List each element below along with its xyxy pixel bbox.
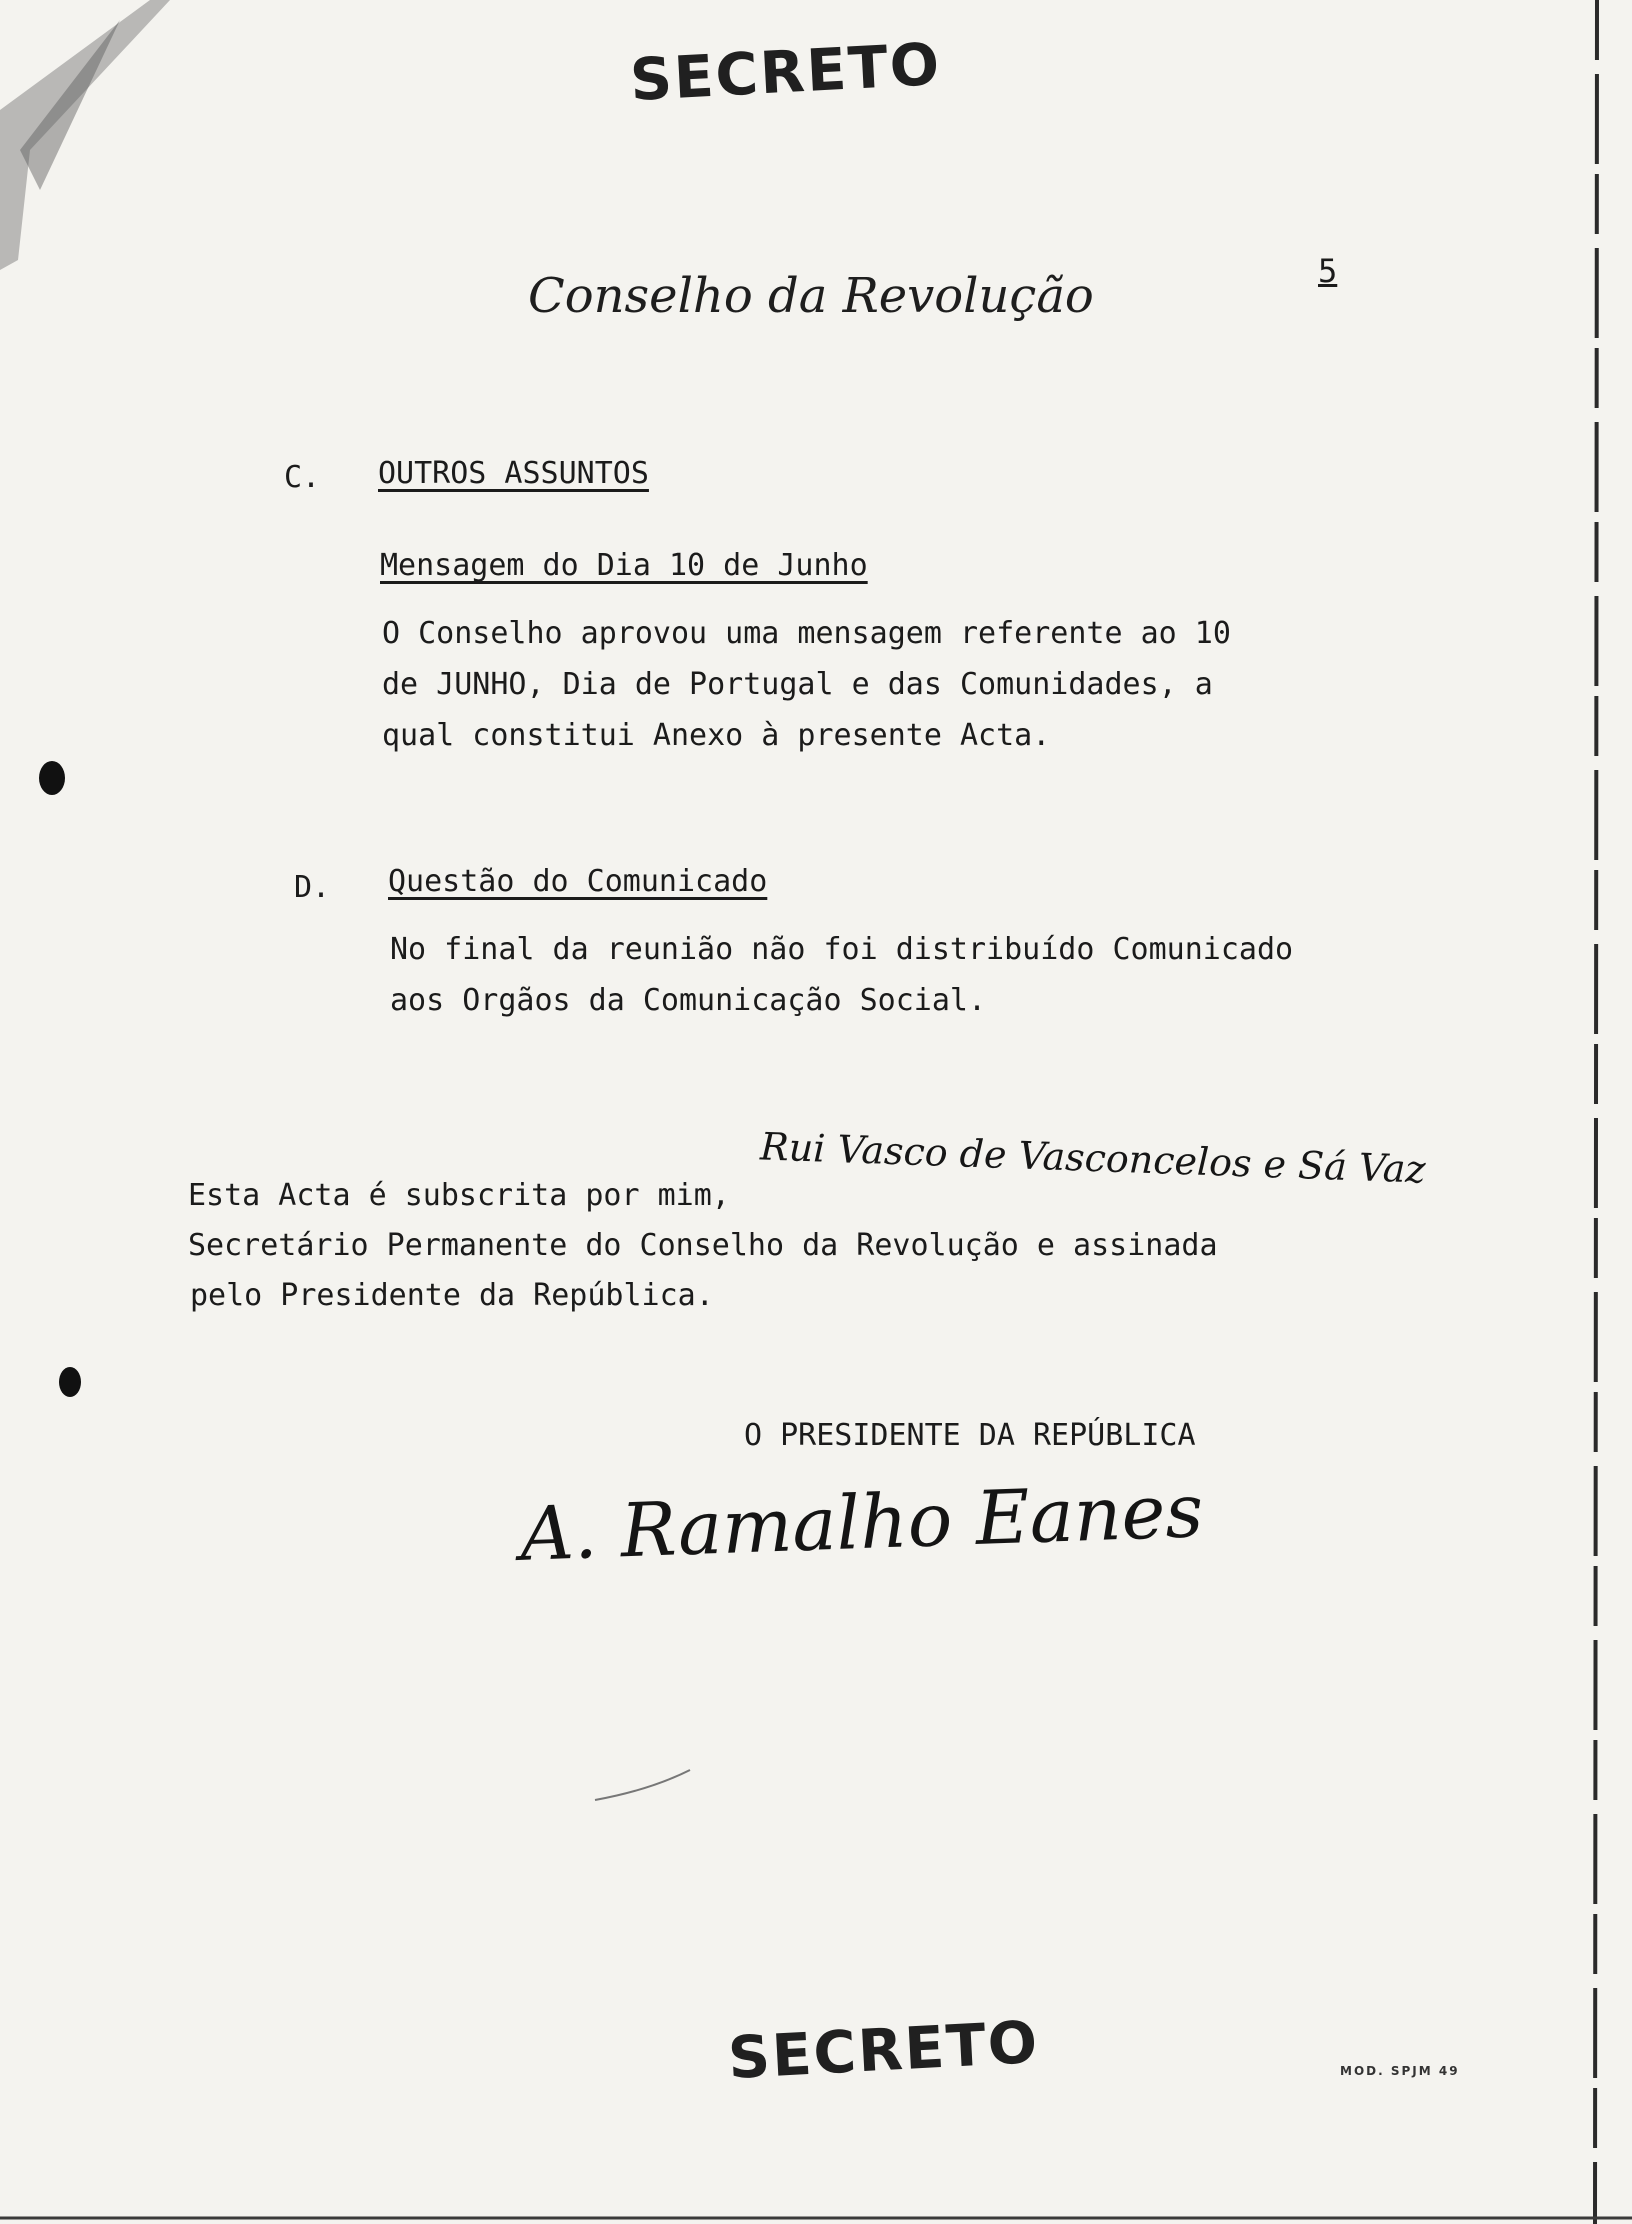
smudge-mark (595, 1770, 690, 1800)
paragraph-line: de JUNHO, Dia de Portugal e das Comunidades, a (382, 667, 1213, 702)
section-d-title: Questão do Comunicado (388, 864, 768, 899)
section-d-letter: D. (294, 870, 331, 905)
punch-hole-top (39, 761, 65, 795)
paragraph-line: O Conselho aprovou uma mensagem referente ao 10 (382, 616, 1231, 651)
folded-corner-shadow (0, 0, 170, 270)
section-d-paragraph (390, 924, 1293, 1026)
secret-stamp-top: SECRETO (628, 29, 943, 115)
form-code: MOD. SPJM 49 (1340, 2064, 1460, 2078)
paragraph-line: aos Orgãos da Comunicação Social. (390, 983, 987, 1018)
punch-hole-bottom (59, 1367, 81, 1397)
president-signature: A. Ramalho Eanes (518, 1468, 1205, 1578)
right-edge-line (1595, 0, 1597, 2224)
secret-stamp-bottom: SECRETO (726, 2007, 1041, 2093)
paragraph-line: No final da reunião não foi distribuído Comunicado (390, 932, 1294, 967)
section-c-subtitle: Mensagem do Dia 10 de Junho (380, 548, 868, 583)
secretary-signature: Rui Vasco de Vasconcelos e Sá Vaz (759, 1124, 1427, 1192)
page-number: 5 (1318, 252, 1338, 290)
paragraph-line: qual constitui Anexo à presente Acta. (382, 718, 1051, 753)
closing-line-2: Secretário Permanente do Conselho da Revolução e assinada (188, 1228, 1218, 1263)
president-title: O PRESIDENTE DA REPÚBLICA (744, 1418, 1196, 1453)
letterhead-title: Conselho da Revolução (528, 268, 1094, 324)
section-c-title: OUTROS ASSUNTOS (378, 456, 649, 491)
section-c-paragraph (382, 608, 1231, 761)
closing-line-1: Esta Acta é subscrita por mim, (188, 1178, 730, 1213)
section-c-letter: C. (284, 460, 321, 495)
closing-line-3: pelo Presidente da República. (190, 1278, 714, 1313)
